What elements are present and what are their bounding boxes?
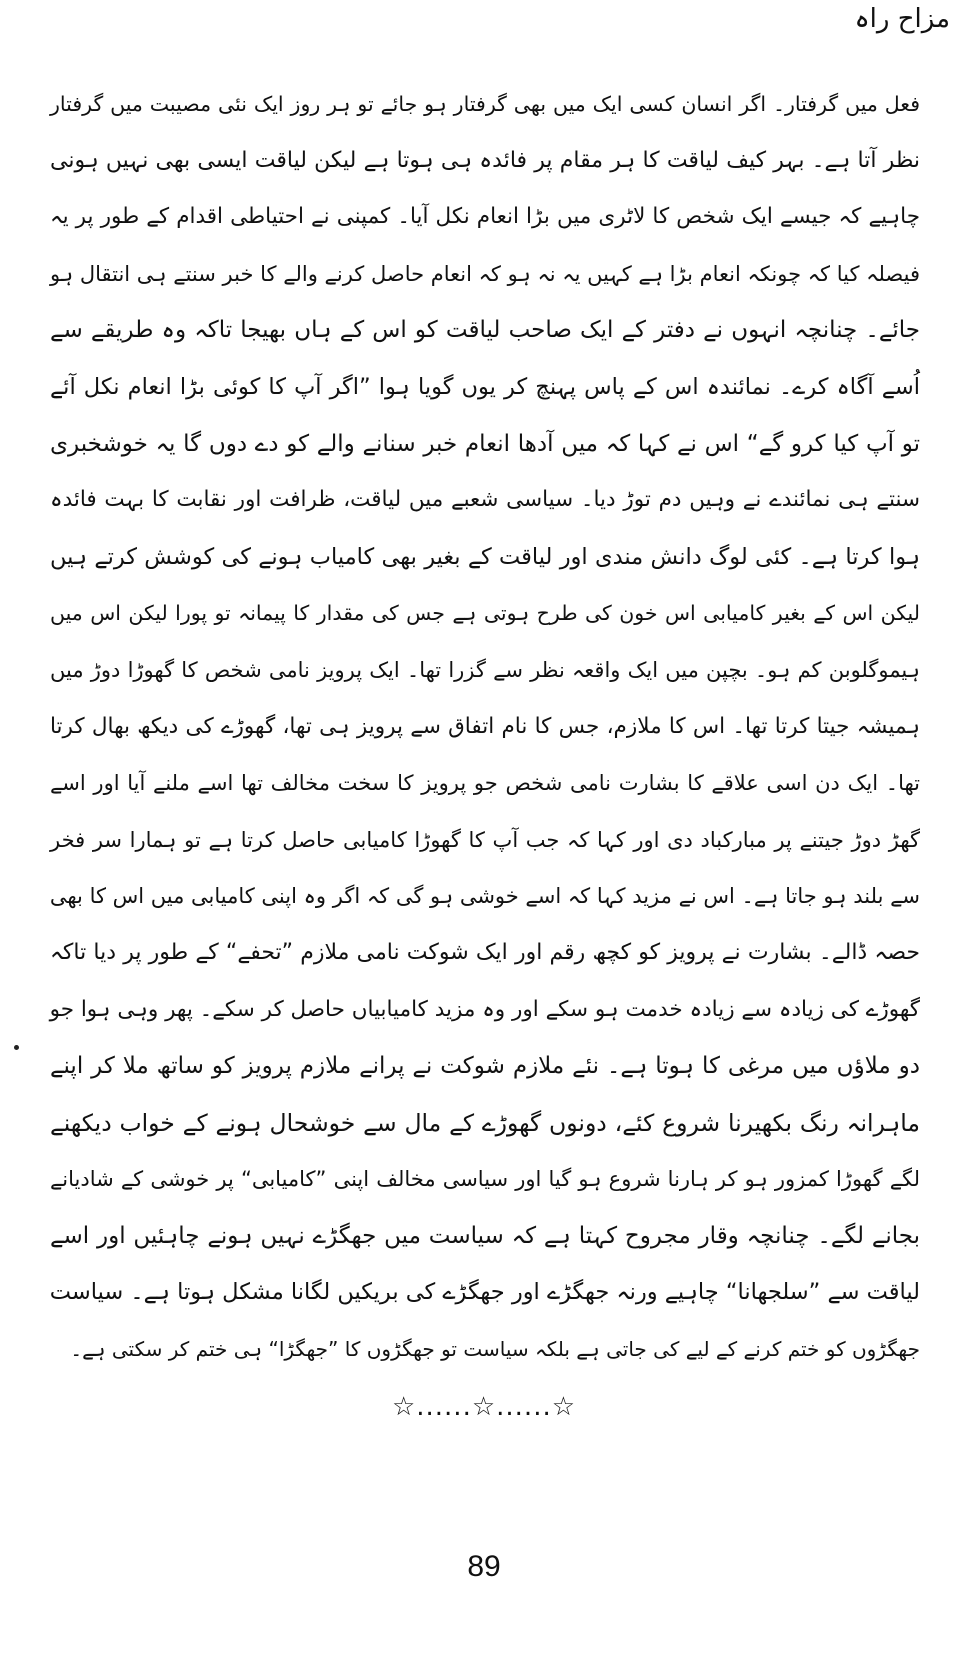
running-title: مزاح راہ <box>854 4 950 34</box>
text-line: لیاقت سے ”سلجھانا“ چاہیے ورنہ جھگڑے اور جھگڑے کی بریکیں لگانا مشکل ہوتا ہے۔ سیاست <box>49 1279 920 1306</box>
margin-mark <box>14 1045 19 1050</box>
text-line: دو ملاؤں میں مرغی کا ہوتا ہے۔ نئے ملازم شوکت نے پرانے ملازم پرویز کو ساتھ ملا کر اپنے <box>50 1053 920 1080</box>
text-line: اُسے آگاہ کرے۔ نمائندہ اس کے پاس پہنچ کر یوں گویا ہوا ”اگر آپ کا کوئی بڑا انعام نکل آئے <box>50 373 920 400</box>
section-break-ornament: ☆......☆......☆ <box>391 1392 577 1422</box>
text-line: سے بلند ہو جاتا ہے۔ اس نے مزید کہا کہ اسے خوشی ہو گی کہ اگر وہ اپنی کامیابی میں اس کا بھی <box>49 884 920 909</box>
text-line: گھڑ دوڑ جیتنے پر مبارکباد دی اور کہا کہ جب آپ کا گھوڑا کامیابی حاصل کرتا ہے تو ہمارا سر فخر <box>50 827 920 852</box>
text-line: فیصلہ کیا کہ چونکہ انعام بڑا ہے کہیں یہ نہ ہو کہ انعام حاصل کرنے والے کا خبر سنتے ہی انتقال ہو <box>50 261 920 286</box>
text-line: حصہ ڈالے۔ بشارت نے پرویز کو کچھ رقم اور ایک شوکت نامی ملازم ”تحفے“ کے طور پر دیا تاکہ <box>50 939 920 965</box>
text-line: ہمیشہ جیتا کرتا تھا۔ اس کا ملازم، جس کا نام اتفاق سے پرویز ہی تھا، گھوڑے کی دیکھ بھال کرتا <box>50 713 920 739</box>
text-line: ماہرانہ رنگ بکھیرنا شروع کئے، دونوں گھوڑے کے مال سے خوشحال ہونے کے خواب دیکھنے <box>50 1108 920 1137</box>
text-line-last: جھگڑوں کو ختم کرنے کے لیے کی جاتی ہے بلکہ سیاست تو جھگڑوں کا ”جھگڑا“ ہی ختم کر سکتی ہے۔ <box>70 1337 920 1362</box>
text-line: سنتے ہی نمائندے نے وہیں دم توڑ دیا۔ سیاسی شعبے میں لیاقت، ظرافت اور نقابت کا بہت فائدہ <box>50 487 920 513</box>
text-line: جائے۔ چنانچہ انہوں نے دفتر کے ایک صاحب لیاقت کو اس کے ہاں بھیجا تاکہ وہ طریقے سے <box>50 317 920 344</box>
body-text <box>50 76 920 1378</box>
text-line: نظر آتا ہے۔ بہر کیف لیاقت کا ہر مقام پر فائدہ ہی ہوتا ہے لیکن لیاقت ایسی بھی نہیں ہونی <box>50 147 920 173</box>
text-line: گھوڑے کی زیادہ سے زیادہ خدمت ہو سکے اور وہ مزید کامیابیاں حاصل کر سکے۔ پھر وہی ہوا جو <box>49 996 920 1022</box>
text-line: لیکن اس کے بغیر کامیابی اس خون کی طرح ہوتی ہے جس کی مقدار کا پیمانہ تو پورا لیکن اس میں <box>50 601 920 626</box>
text-line: بجانے لگے۔ چنانچہ وقار مجروح کہتا ہے کہ سیاست میں جھگڑے نہیں ہونے چاہئیں اور اسے <box>50 1222 920 1249</box>
page-number: 89 <box>467 1550 501 1583</box>
text-line: فعل میں گرفتار۔ اگر انسان کسی ایک میں بھی گرفتار ہو جائے تو ہر روز ایک نئی مصیبت میں گرفتار <box>50 92 920 116</box>
text-line: چاہیے کہ جیسے ایک شخص کا لاٹری میں بڑا انعام نکل آیا۔ کمپنی نے احتیاطی اقدام کے طور پر یہ <box>50 204 920 230</box>
text-line: تھا۔ ایک دن اسی علاقے کا بشارت نامی شخص جو پرویز کا سخت مخالف تھا اسے ملنے آیا اور اسے <box>50 771 920 796</box>
text-line: ہوا کرتا ہے۔ کئی لوگ دانش مندی اور لیاقت کے بغیر بھی کامیاب ہونے کی کوشش کرتے ہیں <box>50 543 920 570</box>
text-line: لگے گھوڑا کمزور ہو کر ہارنا شروع ہو گیا اور سیاسی مخالف اپنی ”کامیابی“ پر خوشی کے شادیانے <box>50 1167 920 1192</box>
text-line: تو آپ کیا کرو گے“ اس نے کہا کہ میں آدھا انعام خبر سنانے والے کو دے دوں گا یہ خوشخبری <box>50 430 920 457</box>
text-line: ہیموگلوبن کم ہو۔ بچپن میں ایک واقعہ نظر سے گزرا تھا۔ ایک پرویز نامی شخص کا گھوڑا دوڑ میں <box>50 657 920 682</box>
